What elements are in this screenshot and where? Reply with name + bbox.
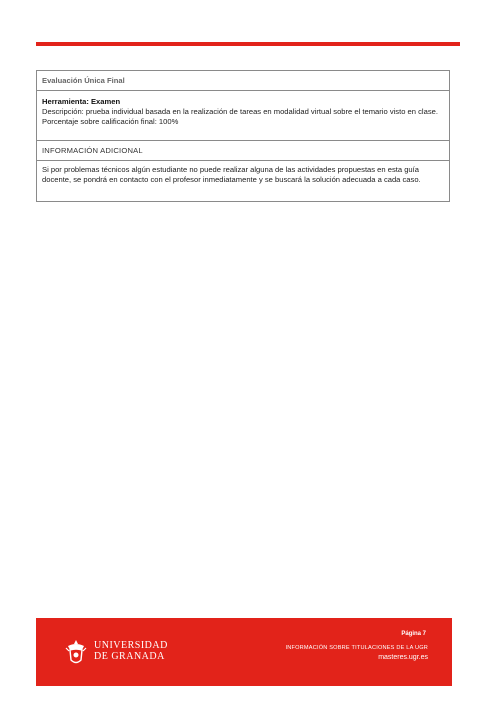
tool-description: Descripción: prueba individual basada en la realización de tareas en modalidad virtual sobre el temario visto en clase.	[42, 107, 438, 117]
footer-banner	[36, 618, 452, 686]
university-name-line1: UNIVERSIDAD	[94, 640, 168, 651]
additional-info-heading-cell	[36, 140, 450, 161]
tool-title: Herramienta: Examen	[42, 97, 121, 106]
additional-info-heading: INFORMACIÓN ADICIONAL	[42, 146, 143, 155]
top-red-rule	[36, 42, 460, 46]
evaluation-heading-cell	[36, 70, 450, 91]
university-crest-icon	[64, 638, 88, 666]
page-number: Página 7	[401, 631, 426, 637]
additional-info-body-cell	[36, 160, 450, 202]
evaluation-heading: Evaluación Única Final	[42, 76, 125, 85]
website-link[interactable]: masteres.ugr.es	[378, 654, 428, 661]
titulaciones-info-line: INFORMACIÓN SOBRE TITULACIONES DE LA UGR	[285, 645, 428, 651]
university-name-line2: DE GRANADA	[94, 651, 165, 662]
university-name	[94, 640, 168, 662]
tool-cell	[36, 90, 450, 141]
additional-info-text: Si por problemas técnicos algún estudiante no puede realizar alguna de las actividades propuestas en esta guía docente, se pondrá en contacto con el profesor inmediatamente y se buscará la solución adecuada a cada caso.	[42, 165, 421, 185]
tool-percentage: Porcentaje sobre calificación final: 100%	[42, 117, 179, 127]
